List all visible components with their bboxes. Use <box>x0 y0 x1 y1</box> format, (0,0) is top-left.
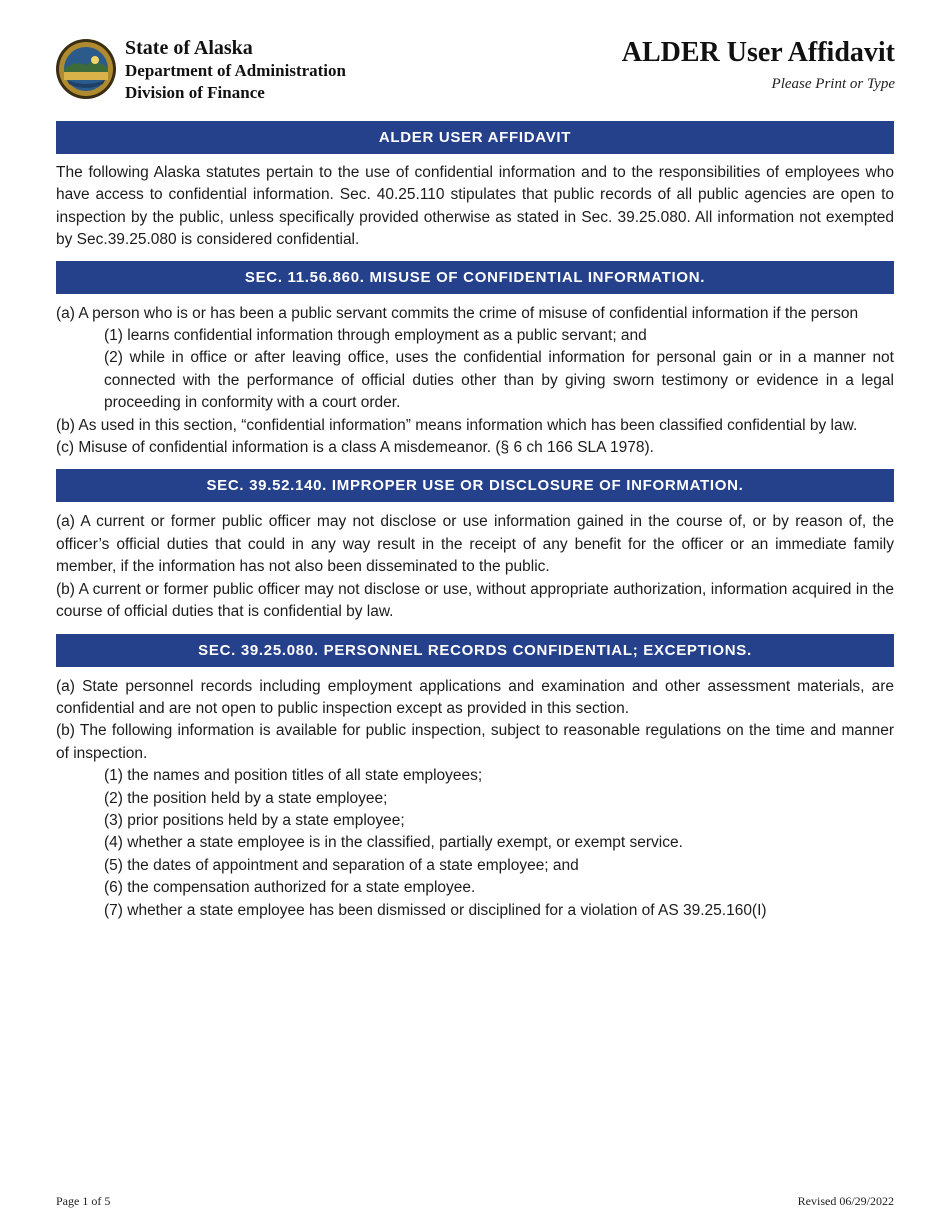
document-subtitle: Please Print or Type <box>771 76 895 92</box>
list-item: (4) whether a state employee is in the classified, partially exempt, or exempt service. <box>104 834 683 852</box>
agency-department: Department of Administration <box>125 61 346 80</box>
records-clause-a: (a) State personnel records including employment applications and examination and other assessment materials, are confidential and are not open to public inspection except as provided in this section. <box>56 677 894 717</box>
document-title-block <box>622 36 895 94</box>
page-number: Page 1 of 5 <box>56 1194 111 1208</box>
document-body <box>56 121 894 932</box>
list-item: (1) the names and position titles of all state employees; <box>104 767 483 785</box>
state-seal-icon <box>55 38 117 100</box>
misuse-clause-b: (b) As used in this section, “confidential information” means information which has been classified confidential by law. <box>56 416 858 434</box>
misuse-clause-a2: (2) while in office or after leaving office, uses the confidential information for personal gain or in a manner not connected with the performance of official duties other than by giving sworn testimony or evidence in a legal proceeding in conformity with a court order. <box>104 349 894 412</box>
misuse-clause-a: (a) A person who is or has been a public servant commits the crime of misuse of confidential information if the person <box>56 304 859 322</box>
document-header <box>0 0 950 118</box>
section-heading-intro: ALDER USER AFFIDAVIT <box>56 121 894 154</box>
section-misuse-body <box>56 303 894 460</box>
section-heading-personnel-records: SEC. 39.25.080. PERSONNEL RECORDS CONFIDENTIAL; EXCEPTIONS. <box>56 634 894 667</box>
misuse-clause-a1: (1) learns confidential information through employment as a public servant; and <box>104 327 647 345</box>
misuse-clause-c: (c) Misuse of confidential information is a class A misdemeanor. (§ 6 ch 166 SLA 1978). <box>56 439 654 457</box>
document-title: ALDER User Affidavit <box>621 37 895 68</box>
section-disclosure-body <box>56 511 894 623</box>
revision-date: Revised 06/29/2022 <box>797 1194 894 1208</box>
list-item: (2) the position held by a state employee; <box>104 789 388 807</box>
section-heading-disclosure: SEC. 39.52.140. IMPROPER USE OR DISCLOSURE OF INFORMATION. <box>56 469 894 502</box>
list-item: (5) the dates of appointment and separation of a state employee; and <box>104 856 579 874</box>
page-footer <box>56 1194 894 1209</box>
disclosure-clause-a: (a) A current or former public officer may not disclose or use information gained in the course of, or by reason of, the officer’s official duties that could in any way result in the receipt of any benefit for the officer or an immediate family member, if the information has not also been disseminated to the public. <box>56 513 894 576</box>
section-personnel-records-body <box>56 676 894 922</box>
agency-state: State of Alaska <box>125 37 253 59</box>
list-item: (3) prior positions held by a state employee; <box>104 811 405 829</box>
section-heading-misuse: SEC. 11.56.860. MISUSE OF CONFIDENTIAL INFORMATION. <box>56 261 894 294</box>
intro-paragraph: The following Alaska statutes pertain to the use of confidential information and to the responsibilities of employees who have access to confidential information. Sec. 40.25.110 stipulates that public records of all public agencies are open to inspection by the public, unless specifically provided otherwise as stated in Sec. 39.25.080. All information not exempted by Sec.39.25.080 is considered confidential. <box>56 164 894 249</box>
agency-division: Division of Finance <box>125 83 265 102</box>
list-item: (6) the compensation authorized for a state employee. <box>104 879 476 897</box>
disclosure-clause-b: (b) A current or former public officer may not disclose or use, without appropriate authorization, information acquired in the course of official duties that is confidential by law. <box>56 580 894 621</box>
agency-name <box>125 36 346 104</box>
list-item: (7) whether a state employee has been dismissed or disciplined for a violation of AS 39.25.160(I) <box>104 901 767 919</box>
records-clause-b: (b) The following information is available for public inspection, subject to reasonable regulations on the time and manner of inspection. <box>56 722 894 762</box>
